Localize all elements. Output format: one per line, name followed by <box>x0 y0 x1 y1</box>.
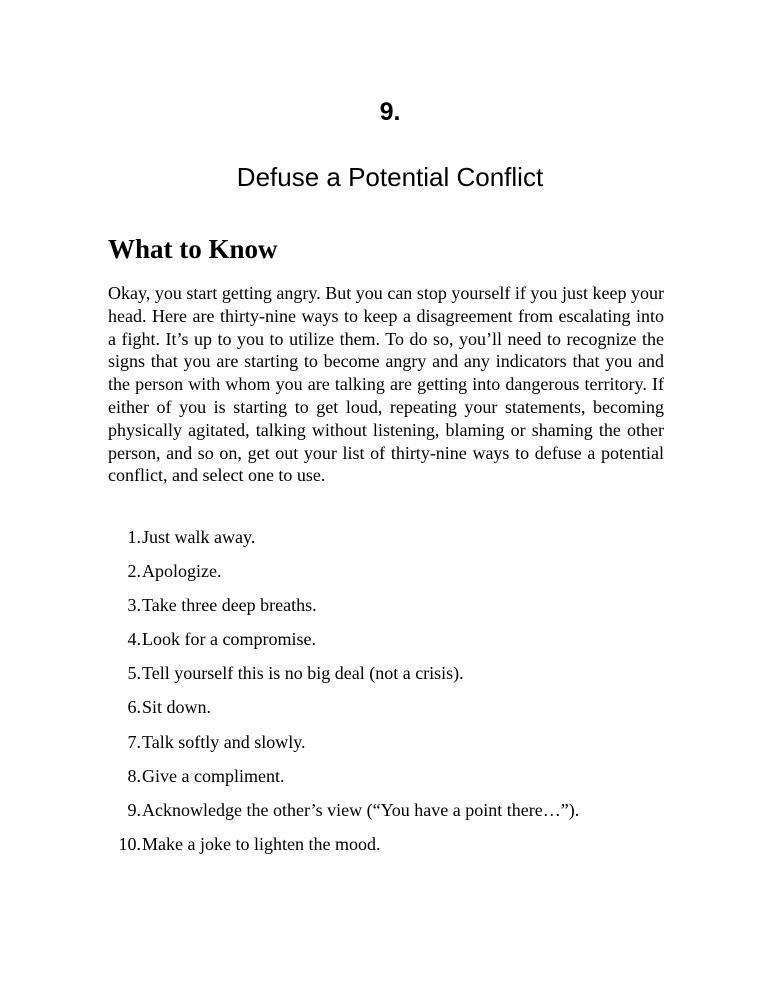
list-item-number: 10. <box>118 833 141 854</box>
list-item-number: 6. <box>127 697 141 718</box>
list-item-text: Look for a compromise. <box>142 629 316 650</box>
list-item-number: 1. <box>127 527 141 547</box>
list-item-text: Sit down. <box>142 697 212 718</box>
list-item <box>108 662 668 696</box>
list-item <box>108 628 668 662</box>
list-item-text: Talk softly and slowly. <box>142 731 306 752</box>
list-item-number: 2. <box>127 561 141 582</box>
list-item-number: 3. <box>127 595 141 616</box>
list-item-number: 5. <box>127 663 141 684</box>
list-item-text: Take three deep breaths. <box>142 595 317 616</box>
list-item-text: Just walk away. <box>142 527 256 547</box>
intro-paragraph: Okay, you start getting angry. But you can stop yourself if you just keep your head. Here are thirty-nine ways to keep a disagreement from escalating into a fight. It’s up to you to utilize them. To do so, you’ll need to recognize the signs that you are starting to become angry and any indicators that you and the person with whom you are talking are getting into dangerous territory. If either of you is starting to get loud, repeating your statements, becoming physically agitated, talking without listening, blaming or shaming the other person, and so on, get out your list of thirty-nine ways to defuse a potential conflict, and select one to use. <box>108 283 664 486</box>
list-item-text: Apologize. <box>142 561 222 582</box>
chapter-title: Defuse a Potential Conflict <box>236 162 544 192</box>
list-item <box>108 594 668 628</box>
list-item <box>108 731 668 765</box>
list-item-number: 7. <box>127 731 141 752</box>
list-item-number: 9. <box>127 799 141 820</box>
list-item <box>108 696 668 730</box>
list-item-number: 4. <box>127 629 141 650</box>
list-item <box>108 833 668 867</box>
list-item-number: 8. <box>127 765 141 786</box>
list-item <box>108 799 668 833</box>
list-item-text: Acknowledge the other’s view (“You have a point there…”). <box>142 799 580 820</box>
section-heading: What to Know <box>108 234 278 264</box>
tips-list <box>108 526 668 867</box>
list-item-text: Tell yourself this is no big deal (not a crisis). <box>142 663 464 684</box>
chapter-number: 9. <box>379 98 401 126</box>
list-item <box>108 765 668 799</box>
list-item-text: Make a joke to lighten the mood. <box>142 833 381 854</box>
list-item <box>108 526 668 560</box>
list-item <box>108 560 668 594</box>
list-item-text: Give a compliment. <box>142 765 285 786</box>
